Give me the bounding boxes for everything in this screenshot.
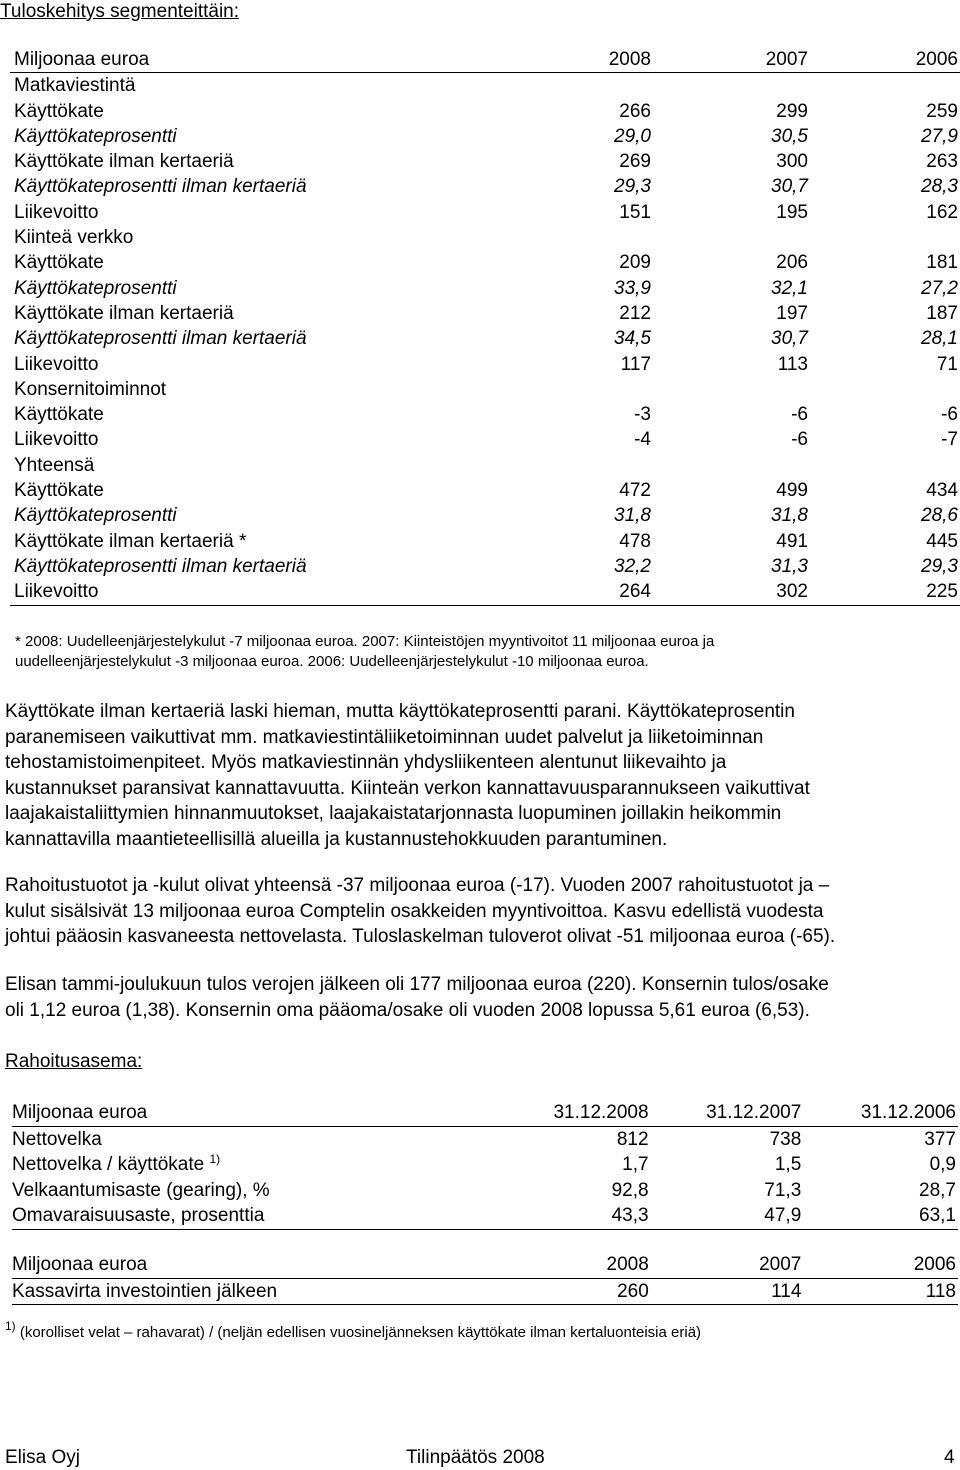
cell-2006: 27,2 [921,277,958,299]
row-label [12,1178,496,1204]
header-year-2008: 2008 [496,1252,649,1278]
paragraph-line: kannattavilla maantieteellisillä alueilla ja kustannustehokkuuden parantuminen. [5,828,668,850]
table-header-row [10,47,960,73]
cell-2006: 0,9 [929,1154,956,1175]
cell-2006 [808,377,960,402]
header-date-2008: 31.12.2008 [496,1100,649,1126]
cell-2006: 259 [926,100,958,122]
cell-2006 [808,225,960,250]
row-label: Liikevoitto [14,201,99,223]
cell-2007: 30,5 [771,125,808,147]
footnote-text: (korolliset velat – rahavarat) / (neljän edellisen vuosineljänneksen käyttökate ilman kertaluonteisia eriä) [15,1324,702,1341]
cell-2008: 478 [619,530,651,552]
footer-document: Tilinpäätös 2008 [406,1447,545,1468]
paragraph-line: kustannukset paransivat kannattavuutta. Kiinteän verkon kannattavuusparannukseen vaikuttivat [5,777,810,799]
table-row [10,99,960,124]
cell-2007: 30,7 [771,176,808,198]
cell-2007: 32,1 [771,277,808,299]
cell-2007 [651,453,808,478]
cell-2006: 71 [936,353,958,375]
table-row [12,1278,958,1305]
cell-2007: 114 [649,1278,802,1305]
cell-2007: 206 [776,252,808,274]
row-label: Liikevoitto [10,579,494,605]
paragraph-line: laajakaistaliittymien hinnanmuutokset, laajakaistatarjonnasta luopuminen joillakin heikommin [5,803,782,824]
cell-2006: 187 [926,302,958,324]
cell-2007: 47,9 [649,1203,802,1229]
table-row [10,200,960,225]
table-row [10,377,960,402]
footnote-marker: 1) [209,1152,221,1166]
table-row [10,149,960,174]
table-row [10,225,960,250]
row-label: Käyttökate [14,480,104,502]
row-label [12,1203,496,1229]
paragraph-ebitda-commentary [5,699,955,852]
row-label: Käyttökateprosentti ilman kertaeriä [14,176,307,198]
paragraph-line: kulut sisälsivät 13 miljoonaa euroa Comptelin osakkeiden myyntivoittoa. Kasvu edellistä vuodesta [5,900,824,922]
paragraph-line: paranemiseen vaikuttivat mm. matkaviestintäliiketoiminnan uudet palvelut ja liiketoiminnan [5,726,764,748]
page-title: Tuloskehitys segmenteittäin: [0,1,240,22]
cell-2006: 445 [926,530,958,552]
row-label: Käyttökate [14,100,104,122]
row-label: Konsernitoiminnot [14,378,167,400]
row-label-text: Velkaantumisaste (gearing), % [12,1179,270,1201]
cell-2007: 71,3 [764,1179,802,1201]
table-row [10,301,960,326]
row-label: Liikevoitto [14,429,99,451]
header-date-2007: 31.12.2007 [649,1100,802,1126]
row-label: Käyttökate [14,404,104,426]
cashflow-table [12,1252,958,1305]
table-row [10,402,960,427]
header-year-2007: 2007 [649,1252,802,1278]
cell-2007: 30,7 [771,328,808,350]
paragraph-financial-items [5,873,955,950]
cell-2008: 1,7 [622,1154,649,1175]
row-label: Kiinteä verkko [14,227,134,249]
cell-2007 [651,377,808,402]
segment-table-body [10,73,960,605]
table-row [10,174,960,199]
cell-2008 [494,377,651,402]
cell-2008: 43,3 [496,1203,649,1229]
table-row [12,1126,958,1152]
cell-2008: 264 [494,579,651,605]
row-label: Käyttökateprosentti [14,277,177,299]
cell-2008 [494,73,651,99]
table-header-row [12,1252,958,1278]
cell-2006: 27,9 [921,125,958,147]
cell-2007: 113 [777,353,808,375]
header-label: Miljoonaa euroa [12,1252,496,1278]
cell-2007: -6 [791,429,808,451]
cell-2006: -7 [941,429,958,451]
row-label: Käyttökate ilman kertaeriä [14,302,234,324]
table-row [12,1203,958,1229]
cell-2006: 28,6 [921,505,958,527]
cell-2006 [808,453,960,478]
cell-2008: 31,8 [614,505,651,527]
header-label: Miljoonaa euroa [12,1100,496,1126]
cell-2008: 34,5 [614,328,651,350]
paragraph-line: oli 1,12 euroa (1,38). Konsernin oma pääoma/osake oli vuoden 2008 lopussa 5,61 euroa (6,53). [5,999,810,1021]
table-row [12,1178,958,1204]
table-row [10,276,960,301]
paragraph-line: tehostamistoimenpiteet. Myös matkaviestinnän yhdysliikenteen alentunut liikevaihto ja [5,752,727,773]
row-label-text: Omavaraisuusaste, prosenttia [12,1205,265,1226]
cell-2007: 1,5 [774,1154,802,1175]
paragraph-net-result [5,972,955,1023]
cell-2007 [651,225,808,250]
paragraph-line: johtui pääosin kasvaneesta nettovelasta. Tuloslaskelman tuloverot olivat -51 miljoonaa euroa (-65). [5,926,836,947]
cell-2006: 434 [926,480,958,502]
row-label: Käyttökate [14,252,104,274]
segment-footnote [15,632,950,672]
cell-2008: 33,9 [614,277,651,299]
header-year-2008: 2008 [494,47,651,73]
row-label: Käyttökate ilman kertaeriä * [14,530,247,552]
header-label: Miljoonaa euroa [10,47,494,73]
cell-2006: 263 [926,151,958,173]
cell-2006: 118 [801,1278,958,1305]
cell-2008: 92,8 [611,1179,649,1201]
cell-2006: 162 [926,201,958,223]
financing-heading: Rahoitusasema: [5,1051,143,1072]
footnote-marker: 1) [5,1319,16,1333]
cell-2008: -3 [634,404,651,426]
cell-2008: 117 [620,353,651,375]
table-header-row [12,1100,958,1126]
header-year-2006: 2006 [808,47,960,73]
cell-2008: 151 [619,201,651,223]
table-row [10,478,960,503]
cell-2008: 269 [619,151,651,173]
cell-2008: 812 [616,1128,649,1150]
cell-2007: 302 [651,579,808,605]
cell-2006: 28,1 [921,328,958,350]
cell-2006: 181 [926,252,958,274]
cell-2008: 266 [619,100,651,122]
financing-footnote [5,1319,702,1344]
table-row [10,326,960,351]
cell-2006: 29,3 [921,555,958,577]
cell-2008: 472 [619,480,651,502]
paragraph-line: Rahoitustuotot ja -kulut olivat yhteensä -37 miljoonaa euroa (-17). Vuoden 2007 rahoitustuotot ja – [5,875,830,896]
cell-2007: 300 [776,151,808,173]
cell-2008: 209 [619,252,651,274]
row-label: Käyttökateprosentti ilman kertaeriä [14,555,307,577]
table-row [10,529,960,554]
cell-2007: 197 [776,302,808,324]
paragraph-line: Elisan tammi-joulukuun tulos verojen jälkeen oli 177 miljoonaa euroa (220). Konsernin tulos/osake [5,974,829,995]
row-label-text: Nettovelka / käyttökate [12,1154,210,1175]
table-row [10,427,960,452]
table-row [10,124,960,149]
table-row [12,1152,958,1178]
row-label: Käyttökateprosentti [14,505,177,527]
table-row [10,453,960,478]
row-label: Liikevoitto [14,353,99,375]
table-row [10,554,960,579]
table-row [10,503,960,528]
row-label: Kassavirta investointien jälkeen [12,1278,496,1305]
row-label: Käyttökateprosentti ilman kertaeriä [14,328,307,350]
cell-2006: 63,1 [801,1203,958,1229]
cell-2006: 28,3 [921,176,958,198]
footnote-line: * 2008: Uudelleenjärjestelykulut -7 miljoonaa euroa. 2007: Kiinteistöjen myyntivoitot 11 miljoonaa euroa ja [15,633,715,650]
row-label [12,1126,496,1152]
table-row [10,73,960,99]
cell-2007: 491 [776,530,808,552]
footer-company: Elisa Oyj [5,1447,80,1468]
cell-2007: 31,3 [771,555,808,577]
cell-2007: 738 [769,1128,802,1150]
cell-2008 [494,225,651,250]
cell-2007: 499 [776,480,808,502]
cell-2008: 29,3 [614,176,651,198]
row-label: Matkaviestintä [14,75,136,97]
cell-2007: 195 [776,201,808,223]
paragraph-line: Käyttökate ilman kertaeriä laski hieman, mutta käyttökateprosentti parani. Käyttökateprosentin [5,701,795,722]
cell-2007: 31,8 [771,505,808,527]
cell-2007: 299 [776,100,808,122]
segment-results-table [10,47,960,606]
row-label: Käyttökateprosentti [14,125,177,147]
cell-2008: -4 [634,429,651,451]
cell-2007: -6 [791,404,808,426]
cell-2006: 225 [808,579,960,605]
cell-2006: -6 [941,404,958,426]
cell-2006 [808,73,960,99]
row-label [12,1152,496,1178]
cell-2008 [494,453,651,478]
cell-2008: 29,0 [614,125,651,147]
table-row [10,579,960,605]
row-label-text: Nettovelka [12,1128,102,1150]
row-label: Käyttökate ilman kertaeriä [14,151,234,173]
cell-2006: 377 [924,1128,956,1150]
header-date-2006: 31.12.2006 [801,1100,958,1126]
cell-2007 [651,73,808,99]
row-label: Yhteensä [14,454,95,476]
table-row [10,250,960,275]
cell-2008: 212 [619,302,651,324]
table-row [10,352,960,377]
cell-2006: 28,7 [919,1179,956,1201]
header-year-2007: 2007 [651,47,808,73]
financing-position-table [12,1100,958,1230]
footnote-line: uudelleenjärjestelykulut -3 miljoonaa euroa. 2006: Uudelleenjärjestelykulut -10 miljoonaa euroa. [15,653,649,670]
cell-2008: 260 [496,1278,649,1305]
footer-page-number: 4 [944,1447,955,1468]
header-year-2006: 2006 [801,1252,958,1278]
cell-2008: 32,2 [614,555,651,577]
